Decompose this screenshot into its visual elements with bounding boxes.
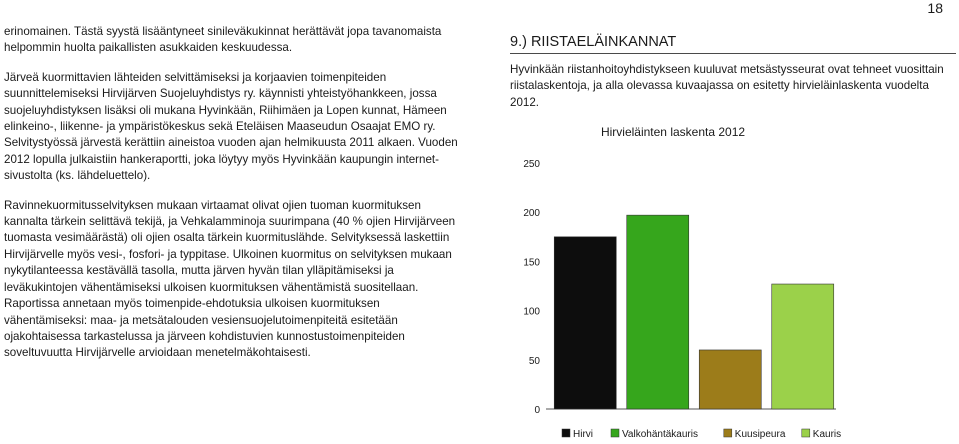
legend-swatch xyxy=(724,429,732,437)
y-tick-label: 200 xyxy=(523,208,540,220)
legend-label: Kauris xyxy=(812,429,842,440)
section-heading: 9.) RIISTAELÄINKANNAT xyxy=(510,34,956,54)
section-intro: Hyvinkään riistanhoitoyhdistykseen kuuluvat metsästysseurat ovat tehneet vuosittain riistalaskentoja, ja alla olevassa kuvaajassa on esitetty hirvieläinlaskenta vuodelta 2012. xyxy=(510,63,944,109)
legend-label: Valkohäntäkauris xyxy=(622,429,698,440)
legend-swatch xyxy=(611,429,619,437)
body-text-column xyxy=(4,24,458,375)
bar-valkohäntäkauris xyxy=(627,215,689,409)
bar-kauris xyxy=(772,284,834,409)
bar-kuusipeura xyxy=(699,350,761,409)
bar-chart xyxy=(510,114,956,444)
bars xyxy=(554,215,834,409)
y-tick-label: 150 xyxy=(523,257,540,269)
y-tick-label: 250 xyxy=(523,159,540,170)
chart-title: Hirvieläinten laskenta 2012 xyxy=(600,125,746,139)
game-census-section xyxy=(510,34,956,111)
paragraph: Ravinnekuormitusselvityksen mukaan virtaamat olivat ojien tuoman kuormituksen kannalta tärkein selittävä tekijä, ja Vehkalamminoja suurimpana (40 % ojien Hirvijärveen tuomasta vesimäärästä) oli ojien osalta tärkein kuormituslähde. Selvityksessä laskettiin Hirvijärvelle myös vesi-, fosfori- ja typpitase. Ulkoinen kuormitus on selvityksen mukaan nykytilanteessa kestävällä tasolla, mutta järven hyvän tilan ylläpitämiseksi ja leväkukintojen vähentämiseksi ulkoisen kuormituksen vähentämistä suositellaan. Raportissa annetaan myös toimenpide-ehdotuksia ulkoisen kuormituksen vähentämiseksi: maa- ja metsätalouden vesiensuojelutoimenpiteitä esitetään ojakohtaisessa tarkastelussa ja järveen kohdistuvien kunnostustoimenpiteiden soveltuvuutta Hirvijärvelle arvioidaan menetelmäkohtaisesti. xyxy=(4,198,456,360)
y-tick-label: 0 xyxy=(534,405,540,416)
legend-swatch xyxy=(802,429,810,437)
paragraph: erinomainen. Tästä syystä lisääntyneet sinileväkukinnat herättävät jopa tavanomaista helpommin huolta paikallisten asukkaiden keskuudessa. xyxy=(4,25,442,55)
legend-label: Kuusipeura xyxy=(734,429,786,440)
page-number: 18 xyxy=(927,0,943,16)
paragraph: Järveä kuormittavien lähteiden selvittämiseksi ja korjaavien toimenpiteiden suunnittelemiseksi Hirvijärven Suojeluyhdistys ry. käynnisti yhteistyöhankkeen, jossa suojeluyhdistyksen lisäksi oli mukana Hyvinkään, Riihimäen ja Lopen kunnat, Hämeen elinkeino-, liikenne- ja ympäristökeskus sekä Eteläisen Maaseudun Osaajat EMO ry. Selvitystyössä järvestä kerättiin aineistoa vuoden ajan helmikuusta 2011 alkaen. Vuoden 2012 lopulla julkaistiin hankeraportti, joka löytyy myös Hyvinkään kaupungin internet-sivustolta (ks. lähdeluettelo). xyxy=(4,70,458,183)
legend xyxy=(562,429,841,440)
bar-hirvi xyxy=(554,237,616,409)
legend-swatch xyxy=(562,429,570,437)
legend-label: Hirvi xyxy=(573,429,593,440)
y-tick-label: 50 xyxy=(528,355,540,367)
y-tick-label: 100 xyxy=(523,306,540,318)
